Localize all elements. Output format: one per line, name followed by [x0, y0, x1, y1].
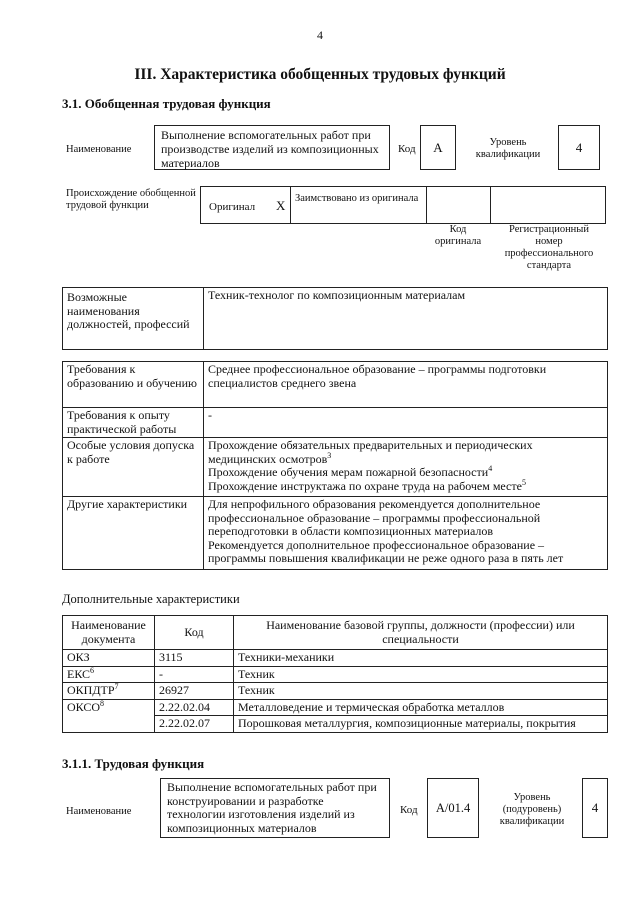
row-code: 2.22.02.07 — [155, 716, 234, 733]
origin-code-caption: Код оригинала — [434, 224, 482, 247]
gtf-level-value: 4 — [558, 125, 600, 170]
table-row — [63, 666, 608, 683]
origin-borrowed-label: Заимствовано из оригинала — [295, 193, 419, 204]
positions-label: Возможные наименования должностей, профессий — [63, 288, 204, 350]
row-code: 3115 — [155, 650, 234, 667]
tf-level-value: 4 — [582, 778, 608, 838]
special-conditions-value — [204, 438, 608, 497]
origin-reg-caption: Регистрационный номер профессионального стандарта — [504, 224, 594, 271]
experience-label: Требования к опыту практической работы — [63, 408, 204, 438]
row-name: Порошковая металлургия, композиционные материалы, покрытия — [234, 716, 608, 733]
other-line: Рекомендуется дополнительное профессиональное образование – программы повышения квалификации не реже одного раза в пять лет — [208, 537, 564, 565]
tf-name-label: Наименование — [66, 806, 132, 817]
origin-table — [200, 186, 606, 224]
condition-line: Прохождение инструктажа по охране труда на рабочем месте$^5$ — [208, 477, 526, 493]
row-doc: ОКПДТР$^7$ — [63, 683, 155, 700]
special-conditions-label: Особые условия допуска к работе — [63, 438, 204, 497]
row-doc: ОКЗ — [63, 650, 155, 667]
page-number: 4 — [317, 28, 323, 42]
other-line: Для непрофильного образования рекомендуется дополнительное профессиональное образование – программы профессиональной переподготовки в области композиционных материалов — [208, 497, 541, 538]
condition-line: Прохождение обязательных предварительных и периодических медицинских осмотров$^3$ — [208, 438, 533, 466]
other-characteristics-value — [204, 497, 608, 570]
condition-line: Прохождение обучения мерам пожарной безопасности$^4$ — [208, 464, 493, 479]
row-code: 2.22.02.04 — [155, 699, 234, 716]
tf-name-value: Выполнение вспомогательных работ при конструировании и разработке технологии изготовления изделий из композиционных материалов — [160, 778, 390, 838]
positions-table — [62, 287, 608, 350]
gtf-level-label: Уровень квалификации — [475, 137, 541, 160]
other-characteristics-label: Другие характеристики — [63, 497, 204, 570]
row-name: Техники-механики — [234, 650, 608, 667]
education-label: Требования к образованию и обучению — [63, 362, 204, 408]
gtf-name-label: Наименование — [66, 144, 132, 155]
subsection-title: 3.1. Обобщенная трудовая функция — [62, 96, 271, 111]
row-name: Техник — [234, 666, 608, 683]
row-name: Металловедение и термическая обработка металлов — [234, 699, 608, 716]
row-doc: ОКСО$^8$ — [63, 699, 155, 732]
gtf-name-value: Выполнение вспомогательных работ при производстве изделий из композиционных материалов — [154, 125, 390, 170]
row-code: 26927 — [155, 683, 234, 700]
row-doc: ЕКС$^6$ — [63, 666, 155, 683]
tf-code-label: Код — [400, 804, 418, 816]
origin-label: Происхождение обобщенной трудовой функции — [66, 188, 196, 211]
gtf-code-value: А — [420, 125, 456, 170]
tf-title: 3.1.1. Трудовая функция — [62, 756, 205, 771]
table-row — [63, 683, 608, 700]
row-code: - — [155, 666, 234, 683]
section-title: III. Характеристика обобщенных трудовых функций — [134, 66, 506, 83]
origin-original-label: Оригинал — [209, 201, 256, 213]
header-document: Наименование документа — [63, 616, 155, 650]
requirements-table — [62, 361, 608, 570]
origin-original-mark: Х — [276, 198, 286, 213]
header-code: Код — [155, 616, 234, 650]
table-row — [63, 699, 608, 716]
header-name: Наименование базовой группы, должности (профессии) или специальности — [234, 616, 608, 650]
gtf-code-label: Код — [398, 143, 416, 155]
row-name: Техник — [234, 683, 608, 700]
additional-table — [62, 615, 608, 733]
positions-value: Техник-технолог по композиционным материалам — [204, 288, 608, 350]
tf-code-value: А/01.4 — [427, 778, 479, 838]
table-row — [63, 650, 608, 667]
additional-title: Дополнительные характеристики — [62, 592, 240, 606]
tf-level-label: Уровень (подуровень) квалификации — [499, 792, 565, 827]
education-value: Среднее профессиональное образование – программы подготовки специалистов среднего звена — [204, 362, 608, 408]
experience-value: - — [204, 408, 608, 438]
